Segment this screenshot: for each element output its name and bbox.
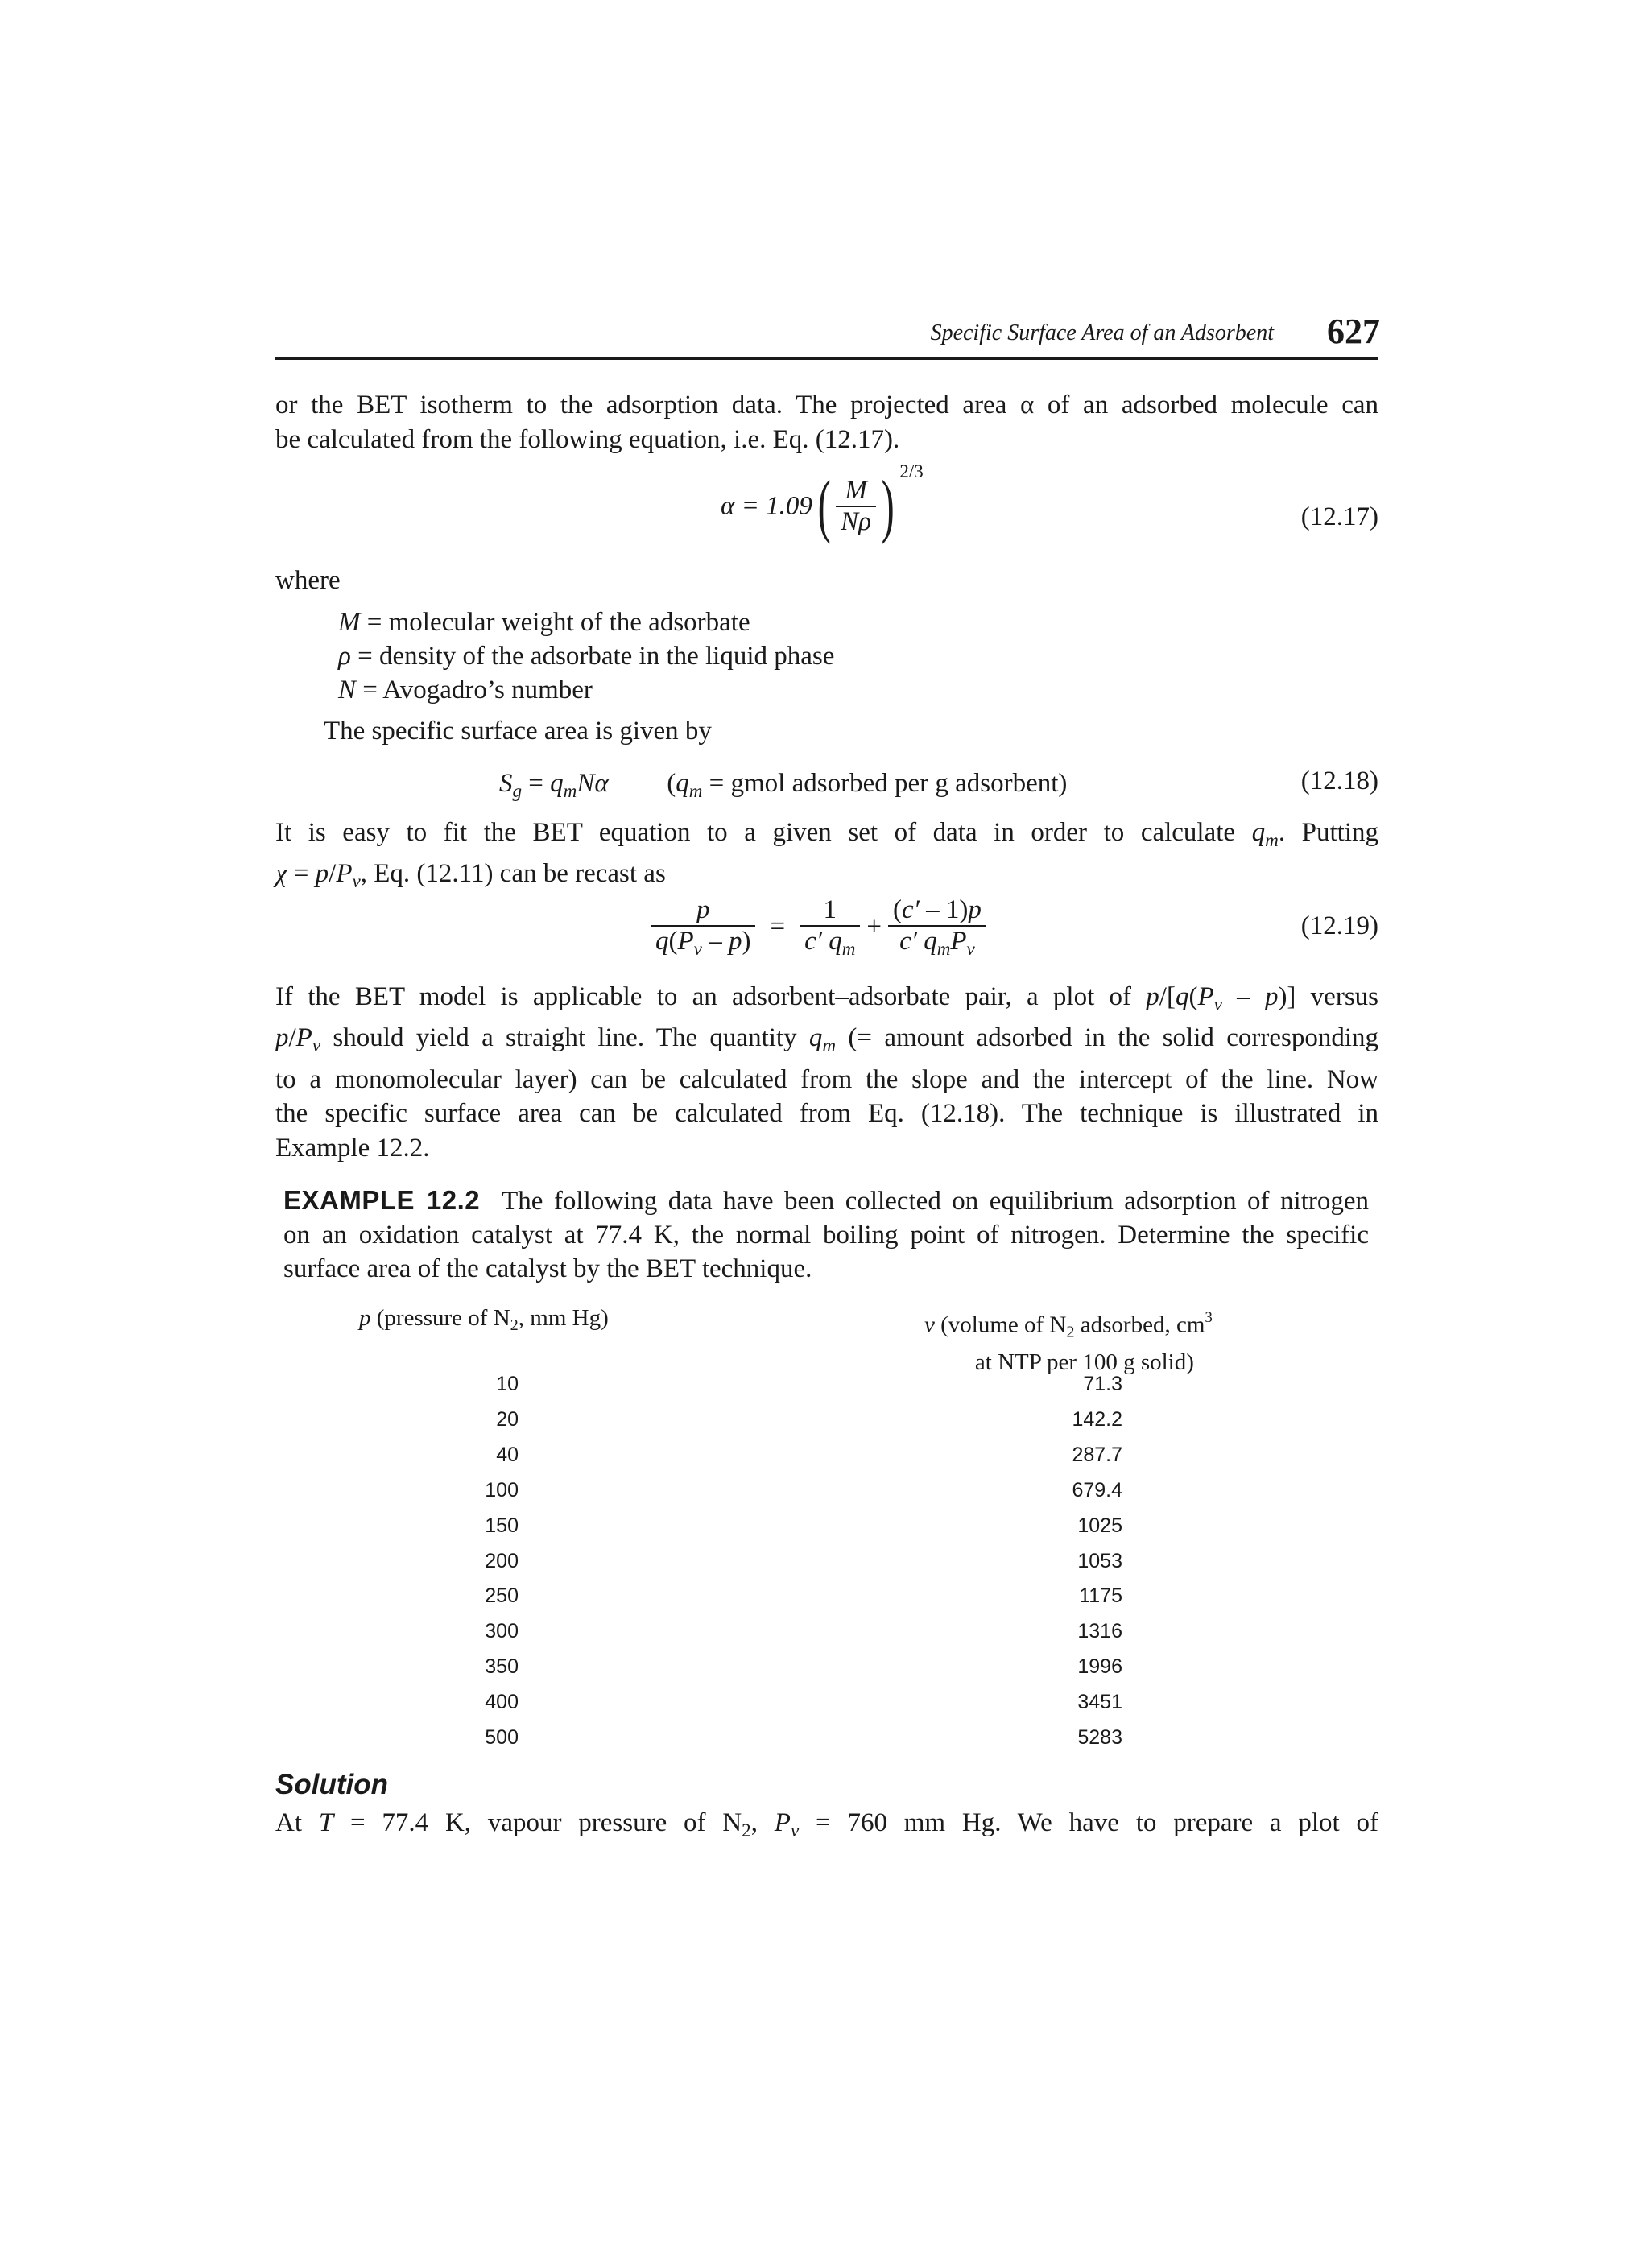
equation-12-18: $S_g = q_mN\alpha$ ($q_m$ = gmol adsorbed per g adsorbent) bbox=[499, 769, 1068, 801]
surface-area-intro: The specific surface area is given by bbox=[324, 717, 712, 746]
table-cell-pressure: 350 bbox=[485, 1655, 519, 1678]
table-cell-volume: 679.4 bbox=[1072, 1479, 1122, 1502]
bet-line-1b: versus bbox=[1296, 982, 1379, 1011]
eq-12-18-note: = gmol adsorbed per g adsorbent) bbox=[702, 769, 1068, 798]
header-rule bbox=[275, 357, 1378, 360]
eq-number-12-17: (12.17) bbox=[1300, 502, 1378, 531]
eq-12-17-fraction bbox=[836, 476, 876, 537]
bet-line-2b: should yield a straight line. The quantity bbox=[320, 1023, 809, 1053]
fit-line-2b: , Eq. (12.11) can be recast as bbox=[360, 859, 666, 889]
fit-line-1a: It is easy to fit the BET equation to a given set of data in order to calculate bbox=[275, 818, 1252, 847]
eq-12-19-term-2: $\frac{(c' - 1)p}{c' q_mP_v}$ bbox=[888, 895, 986, 960]
eq-12-17-exponent: 2/3 bbox=[899, 461, 924, 481]
page-number: 627 bbox=[1327, 312, 1380, 351]
symbol-definitions bbox=[338, 605, 834, 707]
table-cell-volume: 1053 bbox=[1077, 1550, 1122, 1572]
table-cell-volume: 71.3 bbox=[1083, 1373, 1122, 1395]
intro-line-2: be calculated from the following equation, i.e. Eq. (12.17). bbox=[275, 424, 900, 454]
table-cell-pressure: 40 bbox=[496, 1444, 519, 1466]
table-cell-volume: 1996 bbox=[1077, 1655, 1122, 1678]
table-cell-pressure: 300 bbox=[485, 1620, 519, 1642]
eq-12-17-denominator: Nρ bbox=[841, 507, 872, 536]
fit-paragraph: It is easy to fit the BET equation to a given set of data in order to calculate $q_m$. Putting $\chi = p/P_v$, Eq. (12.11) can be recast as bbox=[275, 818, 1379, 892]
example-12-2 bbox=[283, 1184, 1369, 1286]
running-header-title: Specific Surface Area of an Adsorbent bbox=[930, 320, 1274, 345]
right-paren: ) bbox=[881, 467, 895, 545]
definition-rho: ρ = density of the adsorbate in the liquid phase bbox=[338, 642, 835, 671]
example-line-3: surface area of the catalyst by the BET technique. bbox=[283, 1254, 812, 1283]
definition-N: N = Avogadro’s number bbox=[338, 675, 593, 704]
intro-line-1: or the BET isotherm to the adsorption data. The projected area α of an adsorbed molecule can bbox=[275, 390, 1378, 419]
table-header-volume: v (volume of $N_2$ adsorbed, $cm^3$ at NTP per 100 g solid) bbox=[924, 1309, 1213, 1376]
table-cell-volume: 1316 bbox=[1077, 1620, 1122, 1642]
solution-heading: Solution bbox=[275, 1769, 388, 1800]
eq-number-12-18: (12.18) bbox=[1300, 766, 1378, 795]
definition-M: M = molecular weight of the adsorbate bbox=[338, 608, 750, 637]
table-cell-volume: 3451 bbox=[1077, 1691, 1122, 1713]
bet-paragraph: If the BET model is applicable to an adsorbent–adsorbate pair, a plot of $p/[q(P_v - p)]$ versus $p/P_v$ should yield a straight line. The quantity $q_m$ (= amount adsorbed in the solid corresponding to a monomolecular layer) can be calculated from the slope and the intercept of the line. Now the specific surface area can be calculated from Eq. (12.18). The technique is illustrated in Example 12.2. bbox=[275, 980, 1378, 1165]
bet-line-2c: (= amount adsorbed in the solid corresponding bbox=[836, 1023, 1378, 1053]
solution-paragraph: At T = 77.4 K, vapour pressure of $N_2$, $P_v = 760$ mm Hg. We have to prepare a plot of bbox=[275, 1808, 1379, 1840]
table-cell-pressure: 200 bbox=[485, 1550, 519, 1572]
table-cell-pressure: 500 bbox=[485, 1726, 519, 1749]
table-cell-pressure: 400 bbox=[485, 1691, 519, 1713]
table-cell-pressure: 100 bbox=[485, 1479, 519, 1502]
eq-12-19-term-1: $\frac{1}{c' q_m}$ bbox=[800, 895, 860, 960]
table-header-pressure: p (pressure of $N_2$, mm Hg) bbox=[359, 1305, 609, 1335]
table-cell-volume: 5283 bbox=[1077, 1726, 1122, 1749]
fit-line-1b: . Putting bbox=[1278, 818, 1379, 847]
example-line-2: on an oxidation catalyst at 77.4 K, the normal boiling point of nitrogen. Determine the specific bbox=[283, 1221, 1369, 1250]
bet-line-3: to a monomolecular layer) can be calculated from the slope and the intercept of the line. Now bbox=[275, 1064, 1378, 1094]
eq-12-17-numerator: M bbox=[845, 476, 867, 505]
intro-paragraph bbox=[275, 388, 1378, 456]
bet-line-4: the specific surface area can be calculated from Eq. (12.18). The technique is illustrated in bbox=[275, 1099, 1378, 1129]
table-cell-volume: 287.7 bbox=[1072, 1444, 1122, 1466]
table-cell-pressure: 150 bbox=[485, 1514, 519, 1537]
equation-12-19: $\frac{p}{q(P_v - p)}$ = $\frac{1}{c' q_m}$ + $\frac{(c' - 1)p}{c' q_mP_v}$ bbox=[651, 895, 986, 960]
example-line-1: The following data have been collected on equilibrium adsorption of nitrogen bbox=[502, 1187, 1369, 1216]
equation-12-17 bbox=[721, 461, 924, 545]
table-cell-volume: 142.2 bbox=[1072, 1408, 1122, 1431]
table-cell-volume: 1025 bbox=[1077, 1514, 1122, 1537]
eq-number-12-19: (12.19) bbox=[1300, 911, 1378, 940]
where-label: where bbox=[275, 566, 341, 595]
table-cell-pressure: 20 bbox=[496, 1408, 519, 1431]
table-cell-volume: 1175 bbox=[1079, 1584, 1122, 1607]
eq-12-19-lhs-fraction: $\frac{p}{q(P_v - p)}$ bbox=[651, 895, 755, 960]
table-cell-pressure: 10 bbox=[496, 1373, 519, 1395]
bet-line-5: Example 12.2. bbox=[275, 1133, 430, 1163]
bet-line-1a: If the BET model is applicable to an adsorbent–adsorbate pair, a plot of bbox=[275, 982, 1147, 1011]
example-label: EXAMPLE 12.2 bbox=[283, 1185, 481, 1215]
table-cell-pressure: 250 bbox=[485, 1584, 519, 1607]
left-paren: ( bbox=[817, 467, 831, 545]
eq-12-17-lhs: α = 1.09 bbox=[721, 491, 812, 521]
